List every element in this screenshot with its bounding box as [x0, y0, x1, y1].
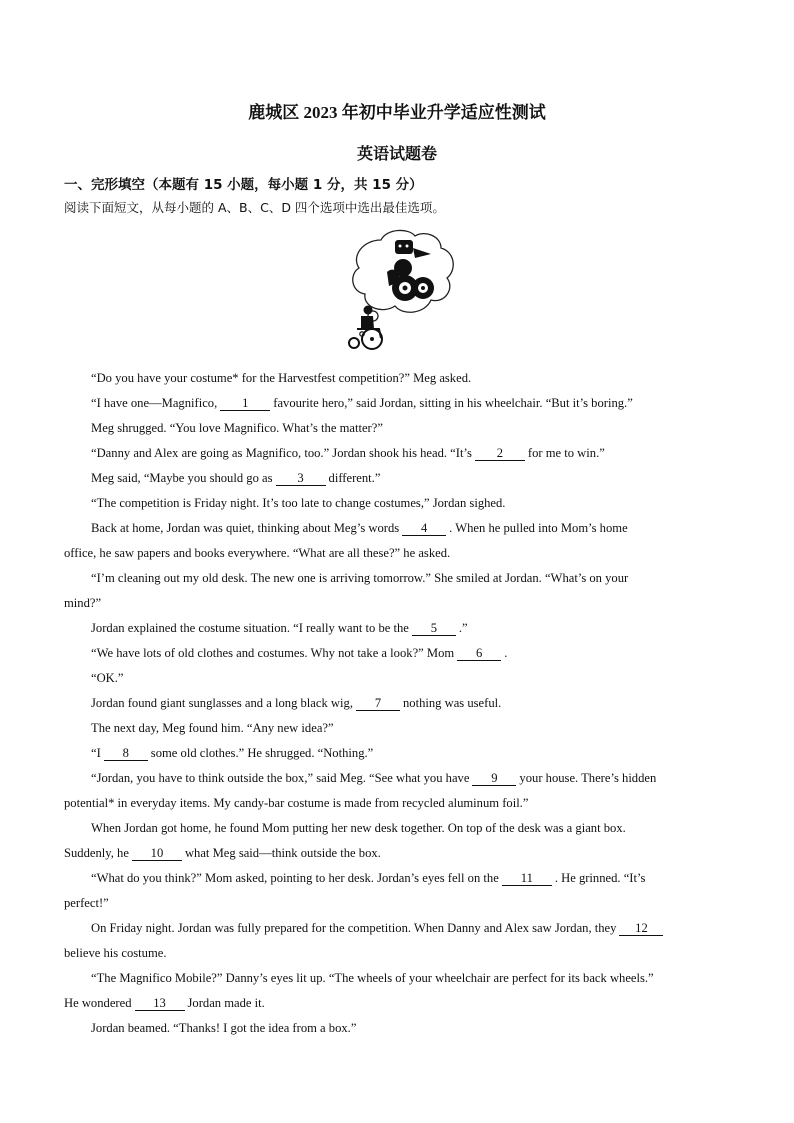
thought-bubble-wheelchair-illustration	[343, 226, 463, 354]
story-line: Jordan found giant sunglasses and a long black wig, 7 nothing was useful.	[91, 696, 502, 710]
story-line: believe his costume.	[64, 946, 167, 960]
blank-4: 4	[402, 522, 446, 536]
blank-13: 13	[135, 997, 185, 1011]
blank-10: 10	[132, 847, 182, 861]
story-line: office, he saw papers and books everywhere. “What are all these?” he asked.	[64, 546, 451, 560]
story-line: “We have lots of old clothes and costumes. Why not take a look?” Mom 6 .	[91, 646, 508, 660]
story-line: “Danny and Alex are going as Magnifico, too.” Jordan shook his head. “It’s 2 for me to win.”	[91, 446, 605, 460]
story-line: “Do you have your costume* for the Harvestfest competition?” Meg asked.	[91, 371, 472, 385]
story-line: perfect!”	[64, 896, 109, 910]
page-title: 鹿城区 2023 年初中毕业升学适应性测试	[248, 103, 546, 122]
blank-6: 6	[457, 647, 501, 661]
story-line: Meg shrugged. “You love Magnifico. What’s the matter?”	[91, 421, 383, 435]
story-line: When Jordan got home, he found Mom putting her new desk together. On top of the desk was a giant box.	[91, 821, 626, 835]
story-line: Jordan beamed. “Thanks! I got the idea from a box.”	[91, 1021, 357, 1035]
blank-5: 5	[412, 622, 456, 636]
story-line: He wondered 13 Jordan made it.	[64, 996, 265, 1010]
story-line: Suddenly, he 10 what Meg said—think outside the box.	[64, 846, 381, 860]
story-line: “What do you think?” Mom asked, pointing to her desk. Jordan’s eyes fell on the 11 . He grinned. “It’s	[91, 871, 646, 885]
blank-11: 11	[502, 872, 552, 886]
story-line: “Jordan, you have to think outside the box,” said Meg. “See what you have 9 your house. There’s hidden	[91, 771, 657, 785]
story-line: On Friday night. Jordan was fully prepared for the competition. When Danny and Alex saw Jordan, they 12	[64, 921, 761, 936]
blank-9: 9	[472, 772, 516, 786]
story-line: potential* in everyday items. My candy-bar costume is made from recycled aluminum foil.”	[64, 796, 529, 810]
page-subtitle: 英语试题卷	[356, 146, 437, 163]
story-line: “The competition is Friday night. It’s too late to change costumes,” Jordan sighed.	[91, 496, 506, 510]
story-line: “I 8 some old clothes.” He shrugged. “Nothing.”	[91, 746, 374, 760]
blank-12: 12	[619, 922, 663, 936]
story-line: Jordan explained the costume situation. “I really want to be the 5 .”	[91, 621, 468, 635]
story-line: Meg said, “Maybe you should go as 3 different.”	[91, 471, 381, 485]
story-line: “OK.”	[91, 671, 124, 685]
section-heading: 一、完形填空（本题有 15 小题，每小题 1 分，共 15 分）	[64, 177, 423, 193]
blank-8: 8	[104, 747, 148, 761]
blank-3: 3	[276, 472, 326, 486]
story-line: “I have one—Magnifico, 1 favourite hero,” said Jordan, sitting in his wheelchair. “But it’s boring.”	[91, 396, 633, 410]
blank-7: 7	[356, 697, 400, 711]
story-line: “The Magnifico Mobile?” Danny’s eyes lit up. “The wheels of your wheelchair are perfect for its back wheels.”	[91, 971, 654, 985]
section-instruction: 阅读下面短文，从每小题的 A、B、C、D 四个选项中选出最佳选项。	[64, 200, 445, 215]
story-line: Back at home, Jordan was quiet, thinking about Meg’s words 4 . When he pulled into Mom’s home	[91, 521, 628, 535]
story-line: The next day, Meg found him. “Any new idea?”	[91, 721, 334, 735]
story-line: “I’m cleaning out my old desk. The new one is arriving tomorrow.” She smiled at Jordan. “What’s on your	[91, 571, 629, 585]
blank-1: 1	[220, 397, 270, 411]
story-line: mind?”	[64, 596, 102, 610]
blank-2: 2	[475, 447, 525, 461]
